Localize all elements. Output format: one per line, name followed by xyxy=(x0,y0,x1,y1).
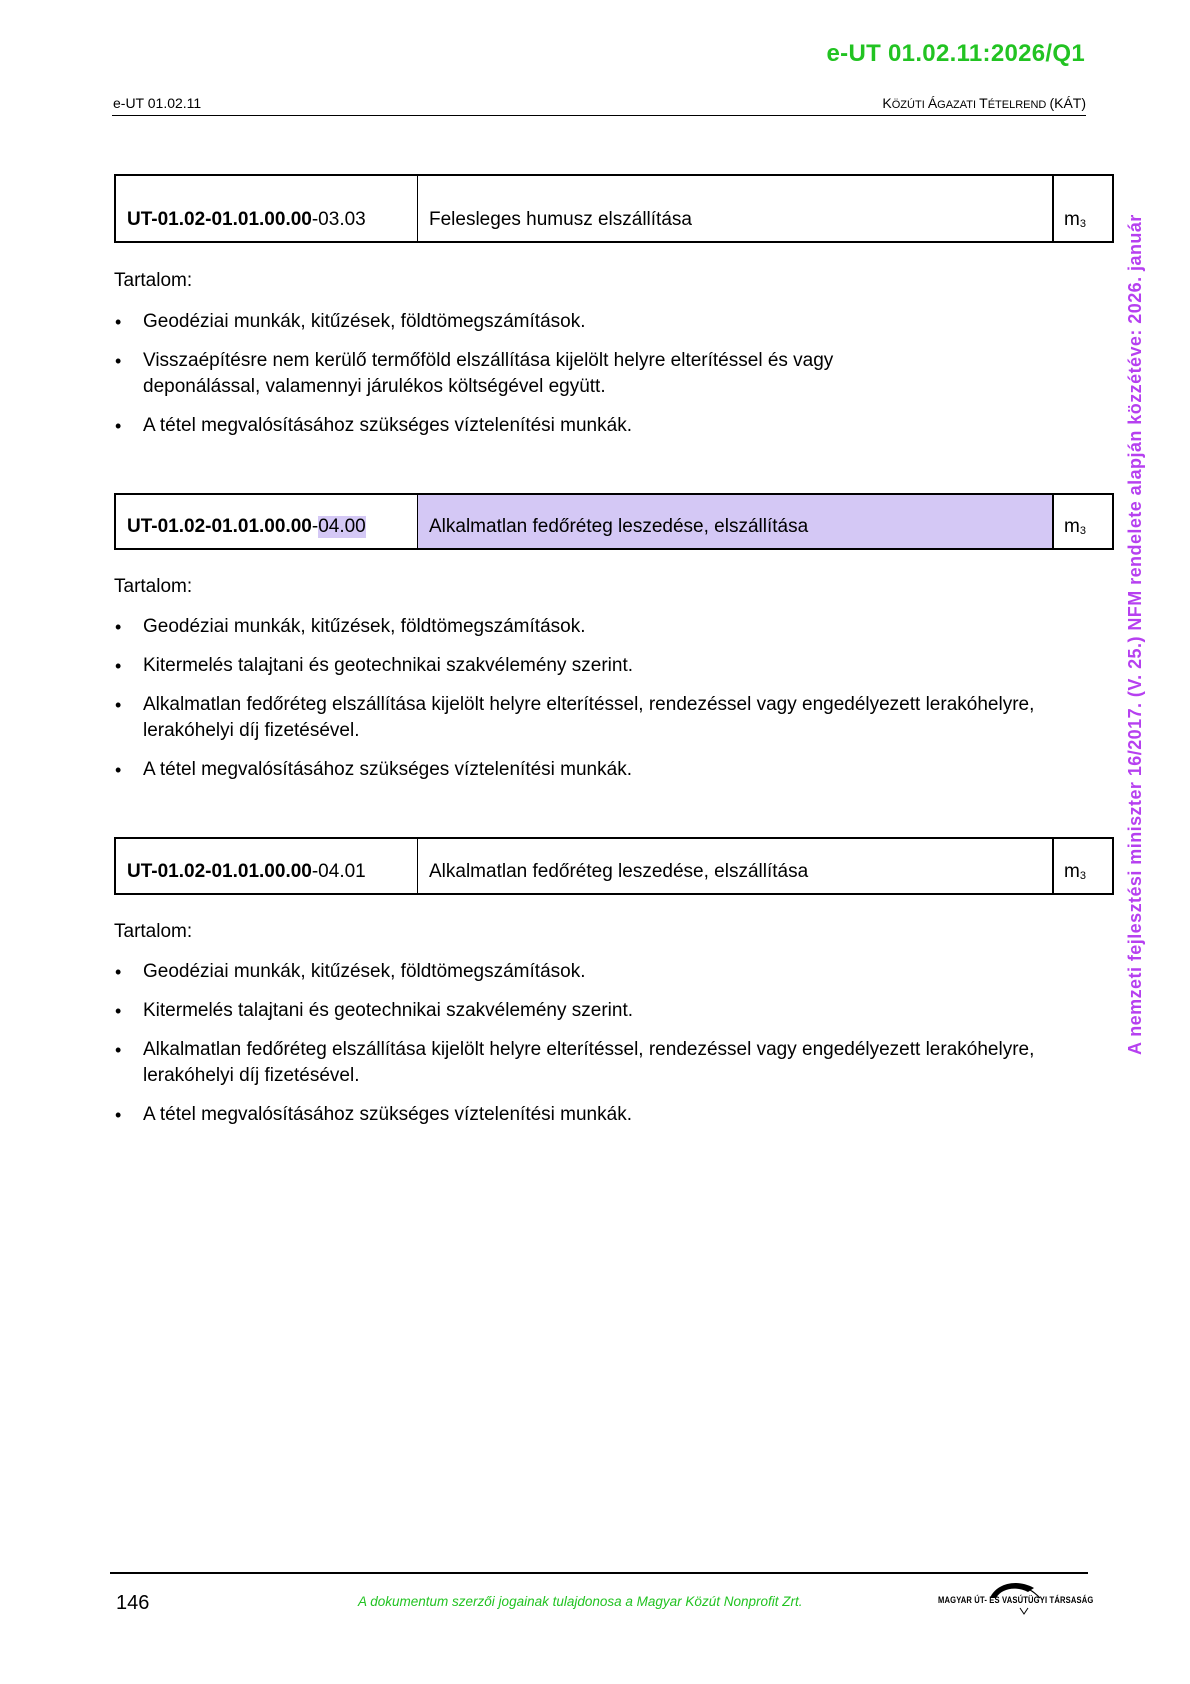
unit-exponent: 3 xyxy=(1079,218,1086,230)
side-publication-note: A nemzeti fejlesztési miniszter 16/2017. (V. 25.) NFM rendelete alapján közzétéve: 2026. január xyxy=(1125,214,1145,1055)
header-right-part: K xyxy=(882,95,892,111)
list-item: • Visszaépítésre nem kerülő termőföld elszállítása kijelölt helyre elterítéssel és vagy deponálással, valamennyi járulékos költségével együtt. xyxy=(114,348,913,400)
unit-base: m xyxy=(1064,861,1080,882)
unit-base: m xyxy=(1064,516,1080,537)
item-table xyxy=(114,174,1114,243)
header-left: e-UT 01.02.11 xyxy=(113,95,202,111)
list-item: • A tétel megvalósításához szükséges víztelenítési munkák. xyxy=(114,757,1074,783)
header-right-part: ÉTELREND xyxy=(987,99,1050,111)
copyright-notice: A dokumentum szerzői jogainak tulajdonosa a Magyar Közút Nonprofit Zrt. xyxy=(358,1594,803,1609)
item-code xyxy=(116,839,418,893)
item-table xyxy=(114,837,1114,895)
unit-exponent: 3 xyxy=(1079,870,1086,882)
header-right-part: (KÁT) xyxy=(1049,95,1086,111)
item-code-highlight: 04.00 xyxy=(318,516,366,537)
document-id: e-UT 01.02.11:2026/Q1 xyxy=(826,40,1085,67)
footer-rule xyxy=(110,1572,1088,1574)
content-label: Tartalom: xyxy=(114,921,193,942)
item-name: Felesleges humusz elszállítása xyxy=(418,176,1054,241)
list-item: • Geodéziai munkák, kitűzések, földtömegszámítások. xyxy=(114,959,1074,985)
unit-base: m xyxy=(1064,209,1080,230)
item-code-main: UT-01.02-01.01.00.00 xyxy=(127,861,312,882)
list-item: • A tétel megvalósításához szükséges víztelenítési munkák. xyxy=(114,1102,1074,1128)
header-right-part: Á xyxy=(927,95,938,111)
page-number: 146 xyxy=(116,1592,150,1614)
organization-logo xyxy=(938,1580,1094,1616)
item-code-suffix: - xyxy=(311,516,319,537)
list-item: • Alkalmatlan fedőréteg elszállítása kijelölt helyre elterítéssel, rendezéssel vagy engedélyezett lerakóhelyre, lerakóhelyi díj fizetésével. xyxy=(114,1037,1074,1089)
content-list xyxy=(114,309,1074,439)
item-code xyxy=(116,176,418,241)
unit-exponent: 3 xyxy=(1079,525,1086,537)
item-table xyxy=(114,493,1114,550)
header-right-part: ÖZÚTI xyxy=(891,99,928,111)
content-list xyxy=(114,614,1074,783)
item-name: Alkalmatlan fedőréteg leszedése, elszállítása xyxy=(418,839,1054,893)
logo-text: MAGYAR ÚT- ÉS VASÚTÜGYI TÁRSASÁG xyxy=(938,1595,1094,1606)
content-label: Tartalom: xyxy=(114,270,193,291)
item-code-main: UT-01.02-01.01.00.00 xyxy=(127,516,312,537)
list-item: • Geodéziai munkák, kitűzések, földtömegszámítások. xyxy=(114,614,1074,640)
item-code-suffix: -04.01 xyxy=(311,861,366,882)
list-item: • Kitermelés talajtani és geotechnikai szakvélemény szerint. xyxy=(114,998,1074,1024)
item-unit xyxy=(1054,495,1112,548)
item-code-suffix: -03.03 xyxy=(311,209,366,230)
item-unit xyxy=(1054,839,1112,893)
content-label: Tartalom: xyxy=(114,576,193,597)
header-rule xyxy=(112,115,1086,116)
item-unit xyxy=(1054,176,1112,241)
header-right-part: T xyxy=(979,95,988,111)
item-code-main: UT-01.02-01.01.00.00 xyxy=(127,209,312,230)
item-code xyxy=(116,495,418,548)
list-item: • Alkalmatlan fedőréteg elszállítása kijelölt helyre elterítéssel, rendezéssel vagy engedélyezett lerakóhelyre, lerakóhelyi díj fizetésével. xyxy=(114,692,1074,744)
item-name: Alkalmatlan fedőréteg leszedése, elszállítása xyxy=(418,495,1054,548)
list-item: • A tétel megvalósításához szükséges víztelenítési munkák. xyxy=(114,413,1074,439)
list-item: • Kitermelés talajtani és geotechnikai szakvélemény szerint. xyxy=(114,653,1074,679)
content-list xyxy=(114,959,1074,1128)
header-right xyxy=(882,95,1086,111)
list-item: • Geodéziai munkák, kitűzések, földtömegszámítások. xyxy=(114,309,1074,335)
header-right-part: GAZATI xyxy=(937,99,980,111)
